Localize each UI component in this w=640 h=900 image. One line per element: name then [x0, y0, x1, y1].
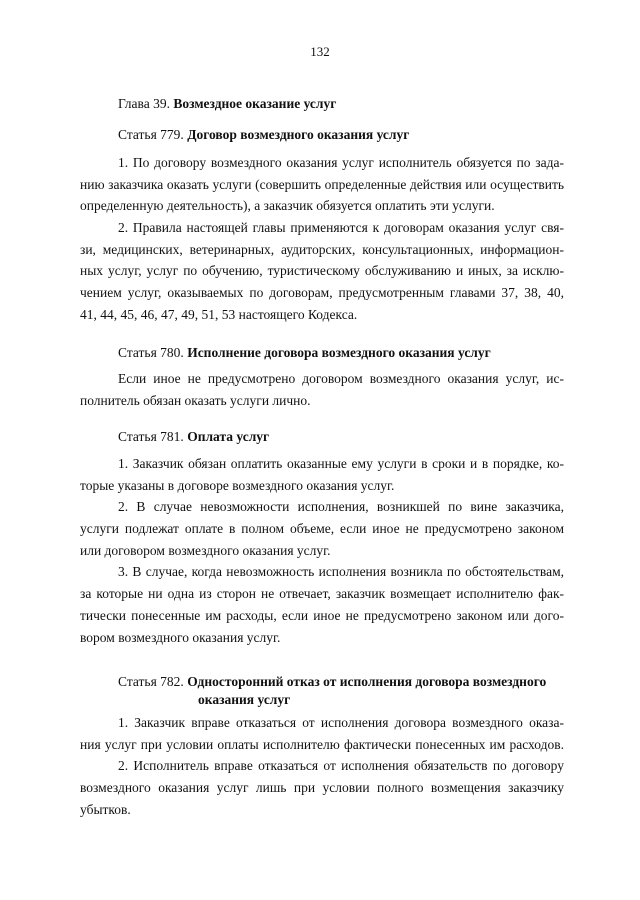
paragraph-line: чением услуг, оказываемых по договорам, предусмотренным главами 37, 38, 40,	[80, 285, 564, 301]
article-781-heading	[118, 428, 269, 446]
article-779-prefix: Статья 779.	[118, 127, 184, 142]
paragraph-line: вором возмездного оказания услуг.	[80, 629, 281, 645]
paragraph-line: полнитель обязан оказать услуги лично.	[80, 392, 311, 408]
article-782-title-line2: оказания услуг	[198, 692, 291, 707]
article-782-body	[80, 712, 564, 820]
paragraph-line: 1. Заказчик обязан оплатить оказанные ему услуги в сроки и в порядке, ко-	[118, 456, 564, 471]
paragraph-line: убытков.	[80, 801, 131, 817]
paragraph-line: зи, медицинских, ветеринарных, аудиторских, консультационных, информацион-	[80, 241, 564, 257]
paragraph-line: определенную деятельность), а заказчик обязуется оплатить эти услуги.	[80, 198, 495, 214]
page-number: 132	[310, 44, 330, 59]
paragraph-line: 1. По договору возмездного оказания услуг исполнитель обязуется по зада-	[118, 155, 564, 170]
paragraph-line: торые указаны в договоре возмездного оказания услуг.	[80, 477, 395, 493]
chapter-prefix: Глава 39.	[118, 96, 170, 111]
article-781-prefix: Статья 781.	[118, 429, 184, 444]
paragraph-line: услуги подлежат оплате в полном объеме, если иное не предусмотрено законом	[80, 521, 564, 537]
paragraph-line: 3. В случае, когда невозможность исполнения возникла по обстоятельствам,	[118, 564, 564, 580]
article-780-body	[80, 368, 564, 411]
paragraph-line: 1. Заказчик вправе отказаться от исполнения договора возмездного оказа-	[118, 715, 564, 730]
article-782-heading	[118, 673, 546, 709]
article-782-title-line1: Односторонний отказ от исполнения договора возмездного	[187, 674, 547, 689]
article-779-title: Договор возмездного оказания услуг	[187, 127, 410, 142]
paragraph-line: ния услуг при условии оплаты исполнителю фактически понесенных им расходов.	[80, 736, 564, 752]
paragraph-line: или договором возмездного оказания услуг.	[80, 542, 331, 558]
article-779-heading	[118, 126, 409, 144]
paragraph-line: Если иное не предусмотрено договором возмездного оказания услуг, ис-	[118, 371, 564, 386]
article-779-body	[80, 152, 564, 326]
paragraph-line: 2. Исполнитель вправе отказаться от исполнения обязательств по договору	[118, 758, 564, 774]
article-781-body	[80, 453, 564, 648]
paragraph-line: нию заказчика оказать услуги (совершить определенные действия или осуществить	[80, 176, 564, 192]
paragraph-line: 2. В случае невозможности исполнения, возникшей по вине заказчика,	[118, 499, 564, 515]
article-780-title: Исполнение договора возмездного оказания услуг	[187, 345, 491, 360]
article-781-title: Оплата услуг	[187, 429, 270, 444]
paragraph-line: 41, 44, 45, 46, 47, 49, 51, 53 настоящего Кодекса.	[80, 306, 358, 322]
chapter-heading	[118, 95, 336, 113]
paragraph-line: ных услуг, услуг по обучению, туристическому обслуживанию и иных, за исклю-	[80, 263, 564, 279]
article-782-prefix: Статья 782.	[118, 674, 184, 689]
paragraph-line: тически понесенные им расходы, если иное не предусмотрено законом или дого-	[80, 607, 564, 623]
paragraph-line: 2. Правила настоящей главы применяются к договорам оказания услуг свя-	[118, 220, 564, 236]
article-780-prefix: Статья 780.	[118, 345, 184, 360]
paragraph-line: за которые ни одна из сторон не отвечает, заказчик возмещает исполнителю фак-	[80, 586, 564, 602]
paragraph-line: возмездного оказания услуг лишь при условии полного возмещения заказчику	[80, 780, 564, 796]
article-780-heading	[118, 344, 491, 362]
chapter-title: Возмездное оказание услуг	[173, 96, 337, 111]
